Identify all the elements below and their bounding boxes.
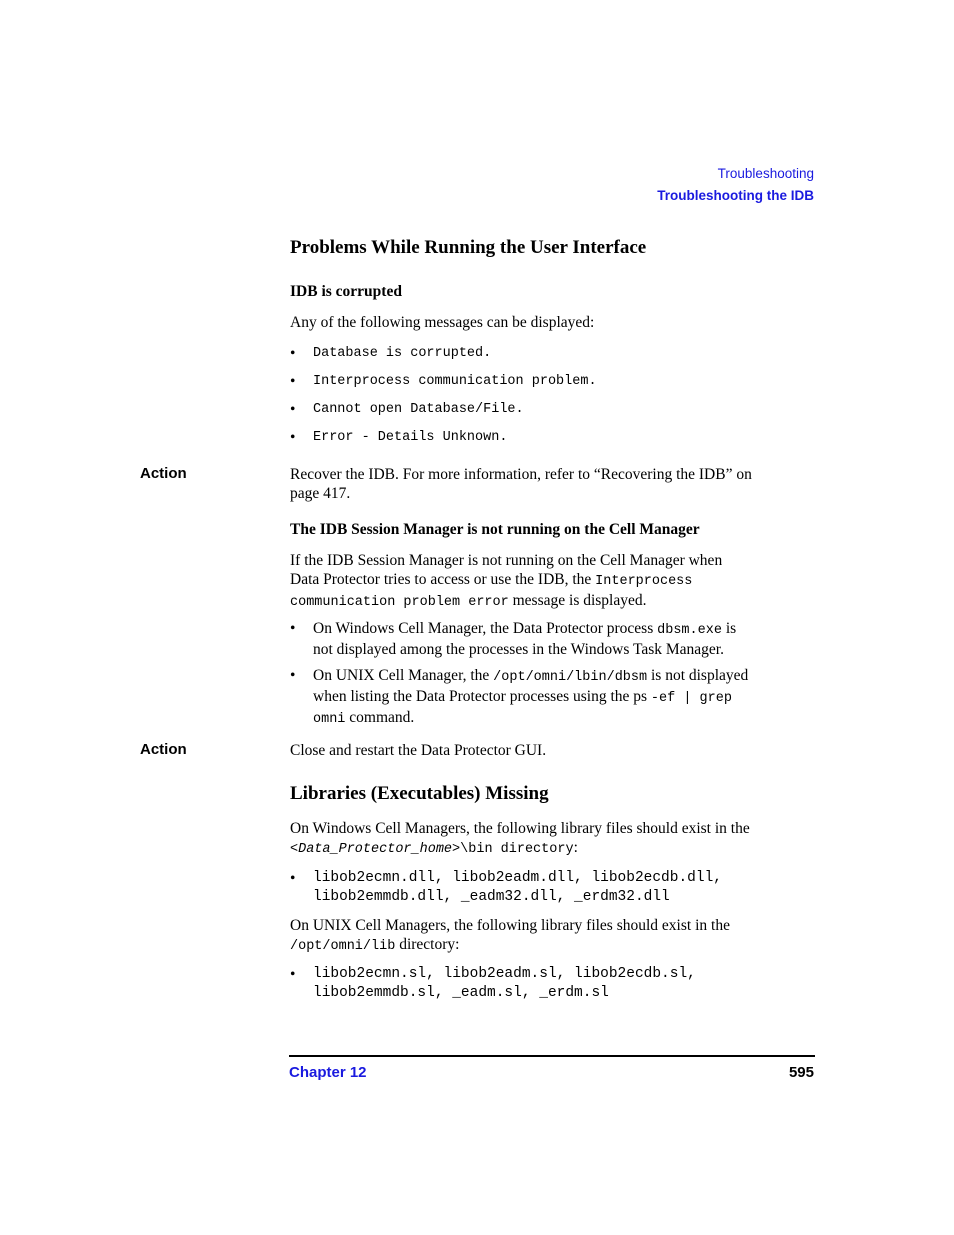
bullet-glyph: • <box>290 870 296 887</box>
subsection-title-idb-corrupted: IDB is corrupted <box>290 283 402 300</box>
subsection-title-session-manager: The IDB Session Manager is not running on the Cell Manager <box>290 521 700 538</box>
paragraph-line: If the IDB Session Manager is not running on the Cell Manager when <box>290 552 723 569</box>
message-text: Cannot open Database/File. <box>313 402 524 417</box>
page-number: 595 <box>788 1064 814 1081</box>
paragraph-windows-libs <box>290 819 820 859</box>
text-run: On UNIX Cell Manager, the <box>313 667 494 684</box>
text-run: is not displayed <box>647 667 749 684</box>
bullet-glyph: • <box>290 620 296 637</box>
section-title-ui-problems: Problems While Running the User Interface <box>290 237 647 258</box>
action-label: Action <box>140 465 187 482</box>
paragraph-unix-libs <box>290 916 820 956</box>
code-run: Interprocess <box>595 574 693 589</box>
code-run: /opt/omni/lib <box>290 939 396 954</box>
action-restart-gui: Close and restart the Data Protector GUI. <box>290 742 547 759</box>
code-run: omni <box>313 712 346 727</box>
paragraph-line <box>290 570 820 591</box>
paragraph-line: On Windows Cell Managers, the following library files should exist in the <box>290 820 750 837</box>
text-run: command. <box>345 709 415 726</box>
text-run: message is displayed. <box>508 592 647 609</box>
code-run-italic: <Data_Protector_home> <box>290 842 461 857</box>
action-line: page 417. <box>290 485 351 502</box>
library-list-unix <box>313 965 813 1003</box>
paragraph-messages-intro: Any of the following messages can be displayed: <box>290 314 595 331</box>
paragraph-line <box>290 838 820 859</box>
library-line: libob2ecmn.sl, libob2eadm.sl, libob2ecdb.sl, <box>313 966 696 982</box>
library-line: libob2ecmn.dll, libob2eadm.dll, libob2ecdb.dll, <box>313 870 722 886</box>
action-line: Recover the IDB. For more information, refer to “Recovering the IDB” on <box>290 466 752 483</box>
bullet-line: not displayed among the processes in the Windows Task Manager. <box>313 641 724 658</box>
text-run: is <box>721 620 737 637</box>
footer-chapter: Chapter 12 <box>289 1064 367 1081</box>
bullet-glyph: • <box>290 429 296 446</box>
library-line: libob2emmdb.sl, _eadm.sl, _erdm.sl <box>313 985 609 1001</box>
text-run: : <box>573 839 578 856</box>
text-run: directory: <box>395 936 460 953</box>
code-run: dbsm.exe <box>657 623 722 638</box>
bullet-glyph: • <box>290 373 296 390</box>
text-run: On Windows Cell Manager, the Data Protector process <box>313 620 658 637</box>
bullet-line <box>313 708 813 729</box>
bullet-glyph: • <box>290 966 296 983</box>
bullet-text <box>313 666 813 729</box>
text-run: when listing the Data Protector processes using the ps <box>313 688 651 705</box>
code-run: -ef | grep <box>650 691 732 706</box>
bullet-line <box>313 666 813 687</box>
paragraph-line <box>290 591 820 612</box>
bullet-glyph: • <box>290 667 296 684</box>
running-header-section: Troubleshooting the IDB <box>657 188 814 203</box>
message-text: Database is corrupted. <box>313 346 492 361</box>
library-list-windows <box>313 869 813 907</box>
footer-rule <box>289 1055 815 1057</box>
message-text: Error - Details Unknown. <box>313 430 508 445</box>
library-line: libob2emmdb.dll, _eadm32.dll, _erdm32.dll <box>313 889 670 905</box>
bullet-line <box>313 619 813 640</box>
action-label: Action <box>140 741 187 758</box>
code-run: /opt/omni/lbin/dbsm <box>493 670 648 685</box>
text-run: Data Protector tries to access or use the IDB, the <box>290 571 596 588</box>
paragraph-line: On UNIX Cell Managers, the following library files should exist in the <box>290 917 730 934</box>
bullet-glyph: • <box>290 345 296 362</box>
paragraph-session-manager <box>290 551 820 612</box>
code-run: communication problem error <box>290 595 509 610</box>
bullet-line <box>313 687 813 708</box>
code-run: \bin directory <box>460 842 574 857</box>
running-header-chapter: Troubleshooting <box>717 166 814 181</box>
paragraph-line <box>290 935 820 956</box>
section-title-libraries-missing: Libraries (Executables) Missing <box>290 783 549 804</box>
bullet-glyph: • <box>290 401 296 418</box>
action-recover-idb <box>290 465 820 503</box>
bullet-text <box>313 619 813 659</box>
message-text: Interprocess communication problem. <box>313 374 597 389</box>
